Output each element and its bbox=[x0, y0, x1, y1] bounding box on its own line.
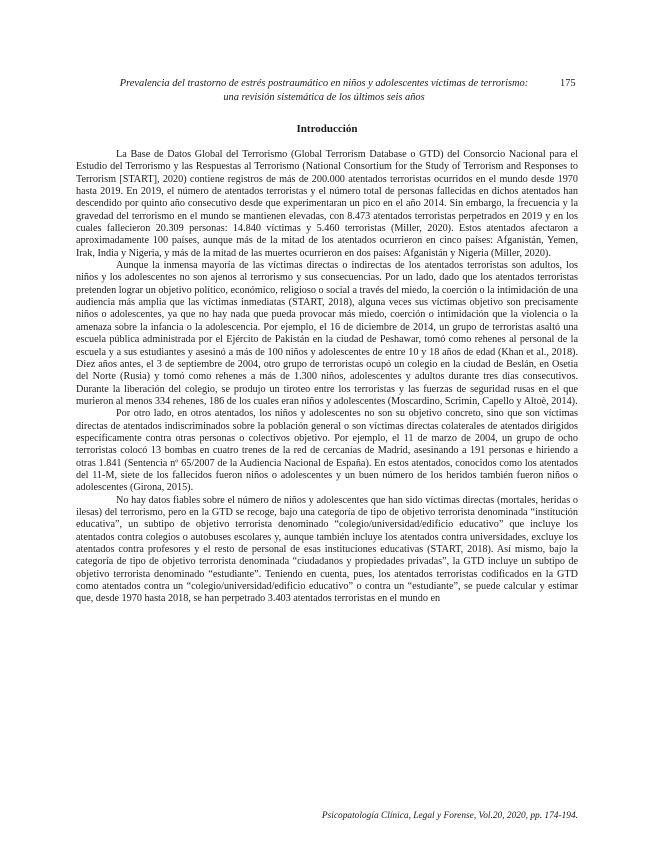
paragraph-2: Aunque la inmensa mayoría de las víctimas directas o indirectas de los atentados terroristas son adultos, los niños y los adolescentes no son ajenos al terrorismo y sus consecuencias. Por un lado, dado que los atentados terroristas pretenden lograr un objetivo político, económico, religioso o social a través del miedo, la coerción o la intimidación de una audiencia más amplia que las víctimas inmediatas (START, 2018), alguna veces sus víctimas objetivo son precisamente niños o adolescentes, ya que no hay nada que pueda provocar más miedo, coerción o intimidación que la violencia o la amenaza sobre la infancia o la adolescencia. Por ejemplo, el 16 de diciembre de 2014, un grupo de terroristas asaltó una escuela pública administrada por el Ejército de Pakistán en la ciudad de Peshawar, tomó como rehenes al personal de la escuela y a sus estudiantes y asesinó a más de 100 niños y adolescentes de entre 10 y 18 años de edad (Khan et al., 2018). Diez años antes, el 3 de septiembre de 2004, otro grupo de terroristas ocupó un colegio en la ciudad de Beslán, en Osetia del Norte (Rusia) y tomó como rehenes a más de 1.300 niños, adolescentes y adultos durante tres días consecutivos. Durante la liberación del colegio, se produjo un tiroteo entre los terroristas y las fuerzas de seguridad rusas en el que murieron al menos 334 rehenes, 186 de los cuales eran niños y adolescentes (Moscardino, Scrimin, Capello y Altoè, 2014). bbox=[76, 260, 578, 407]
running-head bbox=[96, 77, 552, 104]
section-heading: Introducción bbox=[296, 123, 358, 135]
body-text bbox=[76, 149, 578, 606]
footer-citation: Psicopatología Clínica, Legal y Forense, Vol.20, 2020, pp. 174-194. bbox=[321, 811, 578, 821]
paragraph-1: La Base de Datos Global del Terrorismo (Global Terrorism Database o GTD) del Consorcio Nacional para el Estudio del Terrorismo y las Respuestas al Terrorismo (National Consortium for the Study of Terrorism and Responses to Terrorism [START], 2020) contiene registros de más de 200.000 atentados terroristas ocurridos en el mundo desde 1970 hasta 2019. En 2019, el número de atentados terroristas y el número total de personas fallecidas en dichos atentados han descendido por quinto año consecutivo desde que experimentaran un pico en el año 2014. Sin embargo, la frecuencia y la gravedad del terrorismo en el mundo se mantienen elevadas, con 8.473 atentados terroristas perpetrados en 2019 y en los cuales fallecieron 20.309 personas: 14.840 víctimas y 5.460 terroristas (Miller, 2020). Estos atentados afectaron a aproximadamente 100 países, aunque más de la mitad de los atentados ocurrieron en cinco países: Afganistán, Yemen, Irak, India y Nigeria, y más de la mitad de las muertes ocurrieron en dos países: Afganistán y Nigeria (Miller, 2020). bbox=[76, 149, 578, 259]
running-title-line-1: Prevalencia del trastorno de estrés postraumático en niños y adolescentes víctimas de terrorismo: bbox=[119, 78, 529, 89]
paragraph-3: Por otro lado, en otros atentados, los niños y adolescentes no son su objetivo concreto, sino que son víctimas directas de atentados indiscriminados sobre la población general o son víctimas directas colaterales de atentados dirigidos específicamente contra otras personas o colectivos objetivo. Por ejemplo, el 11 de marzo de 2004, un grupo de ocho terroristas colocó 13 bombas en cuatro trenes de la red de cercanías de Madrid, asesinando a 191 personas e hiriendo a otras 1.841 (Sentencia nº 65/2007 de la Audiencia Nacional de España). En estos atentados, conocidos como los atentados del 11-M, siete de los fallecidos fueron niños o adolescentes y un buen número de los heridos también fueron niños o adolescentes (Girona, 2015). bbox=[76, 408, 578, 494]
running-title-line-2: una revisión sistemática de los últimos seis años bbox=[223, 91, 425, 103]
paragraph-4: No hay datos fiables sobre el número de niños y adolescentes que han sido víctimas directas (mortales, heridas o ilesas) del terrorismo, pero en la GTD se recoge, bajo una categoría de tipo de objetivo terrorista denominada “institución educativa”, un subtipo de objetivo terrorista denominado “colegio/universidad/edificio educativo” que incluye los atentados contra colegios o autobuses escolares y, aunque también incluye los atentados contra universidades, excluye los atentados contra profesores y el resto de personal de esas instituciones educativas (START, 2018). Así mismo, bajo la categoría de tipo de objetivo terrorista denominada “ciudadanos y propiedades privadas”, la GTD incluye un subtipo de objetivo terrorista denominado “estudiante”. Teniendo en cuenta, pues, los atentados terroristas codificados en la GTD como atentados contra un “colegio/universidad/edificio educativo” o contra un “estudiante”, se puede calcular y estimar que, desde 1970 hasta 2018, se han perpetrado 3.403 atentados terroristas en el mundo en bbox=[76, 494, 578, 605]
page-number: 175 bbox=[560, 78, 576, 89]
